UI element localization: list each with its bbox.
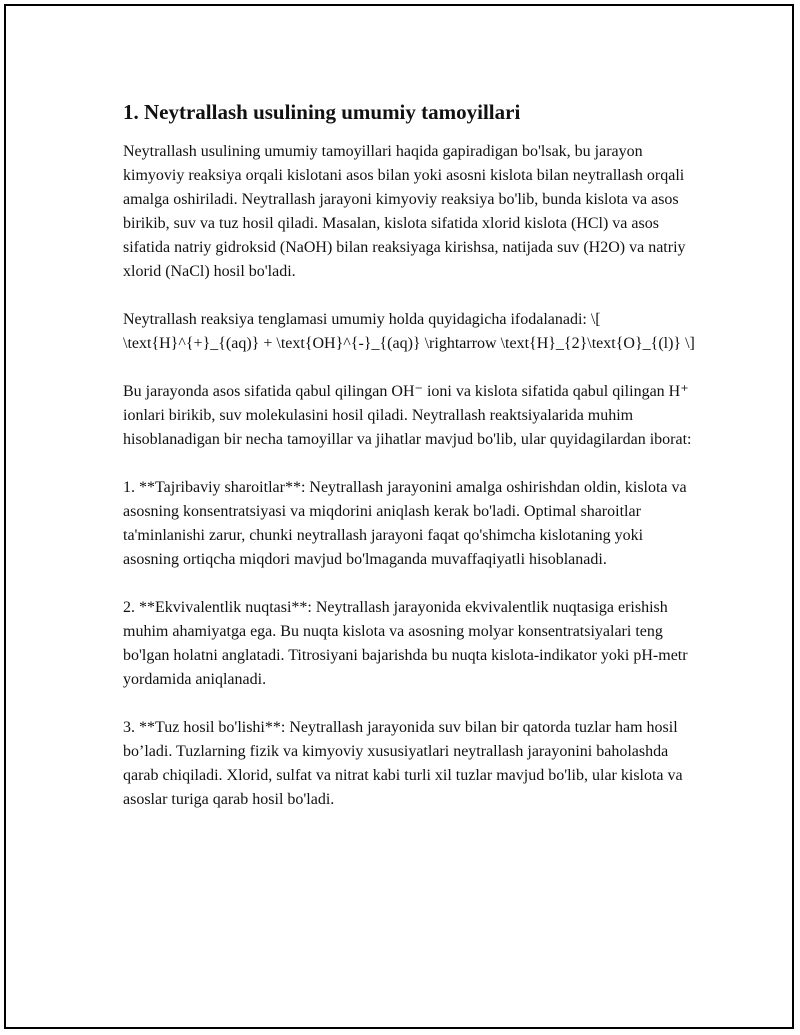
list-item-salt-formation: 3. **Tuz hosil bo'lishi**: Neytrallash jarayonida suv bilan bir qatorda tuzlar ham hosil bo’ladi. Tuzlarning fizik va kimyoviy xususiyatlari neytrallash jarayonini baholashda qarab chiqiladi. Xlorid, sulfat va nitrat kabi turli xil tuzlar mavjud bo'lib, ular kislota va asoslar turiga qarab hosil bo'ladi. (123, 719, 683, 808)
ions-paragraph: Bu jarayonda asos sifatida qabul qilingan OH⁻ ioni va kislota sifatida qabul qilingan H⁺ ionlari birikib, suv molekulasini hosil qiladi. Neytrallash reaktsiyalarida muhim hisoblanadigan bir necha tamoyillar va jihatlar mavjud bo'lib, ular quyidagilardan iborat: (123, 383, 692, 448)
section-heading: 1. Neytrallash usulining umumiy tamoyillari (123, 100, 521, 124)
list-item-experimental-conditions: 1. **Tajribaviy sharoitlar**: Neytrallash jarayonini amalga oshirishdan oldin, kislota va asosning konsentratsiyasi va miqdorini aniqlash kerak bo'ladi. Optimal sharoitlar ta'minlanishi zarur, chunki neytrallash jarayoni faqat qo'shimcha kislotaning yoki asosning ortiqcha miqdori mavjud bo'lmaganda muvaffaqiyatli hisoblanadi. (123, 479, 687, 568)
list-item-equivalence-point: 2. **Ekvivalentlik nuqtasi**: Neytrallash jarayonida ekvivalentlik nuqtasiga erishish muhim ahamiyatga ega. Bu nuqta kislota va asosning molyar konsentratsiyalari teng bo'lgan holatni anglatadi. Titrosiyani bajarishda bu nuqta kislota-indikator yoki pH-metr yordamida aniqlanadi. (123, 599, 688, 688)
intro-paragraph: Neytrallash usulining umumiy tamoyillari haqida gapiradigan bo'lsak, bu jarayon kimyoviy reaksiya orqali kislotani asos bilan yoki asosni kislota bilan neytrallash orqali amalga oshiriladi. Neytrallash jarayoni kimyoviy reaksiya bo'lib, bunda kislota va asos birikib, suv va tuz hosil qiladi. Masalan, kislota sifatida xlorid kislota (HCl) va asos sifatida natriy gidroksid (NaOH) bilan reaksiyaga kirishsa, natijada suv (H2O) va natriy xlorid (NaCl) hosil bo'ladi. (123, 143, 686, 280)
equation-paragraph: Neytrallash reaksiya tenglamasi umumiy holda quyidagicha ifodalanadi: \[ \text{H}^{+}_{(aq)} + \text{OH}^{-}_{(aq)} \rightarrow \text{H}_{2}\text{O}_{(l)} \] (123, 311, 695, 352)
document-body (123, 98, 703, 836)
page-frame (4, 4, 794, 1029)
